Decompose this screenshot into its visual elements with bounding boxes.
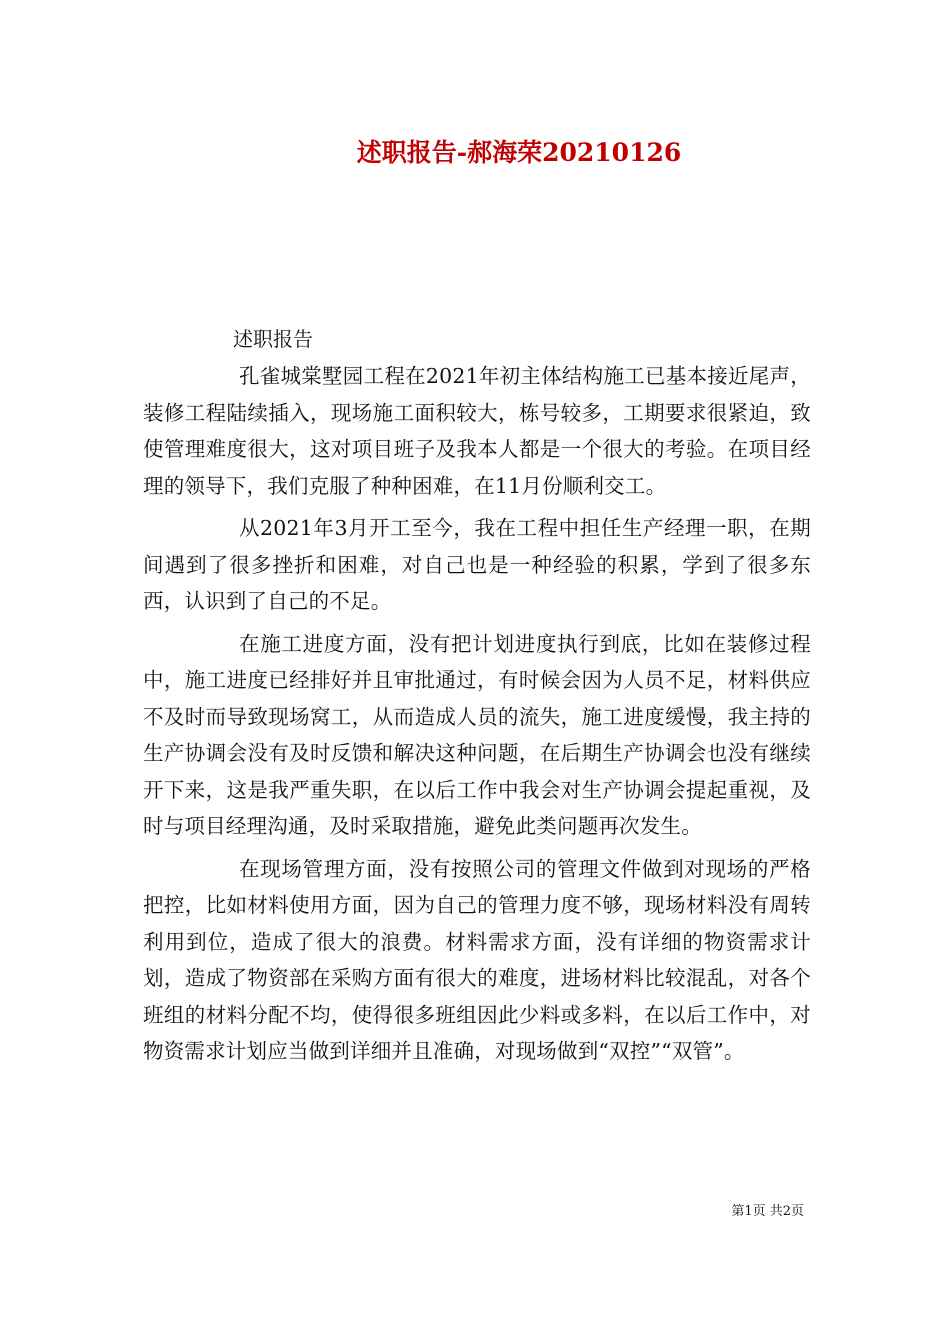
document-body <box>143 320 811 1070</box>
paragraph-3: 在施工进度方面，没有把计划进度执行到底，比如在装修过程中，施工进度已经排好并且审批通过，有时候会因为人员不足，材料供应不及时而导致现场窝工，从而造成人员的流失，施工进度缓慢，我主持的生产协调会没有及时反馈和解决这种问题，在后期生产协调会也没有继续开下来，这是我严重失职，在以后工作中我会对生产协调会提起重视，及时与项目经理沟通，及时采取措施，避免此类问题再次发生。 <box>143 631 811 838</box>
paragraph-4: 在现场管理方面，没有按照公司的管理文件做到对现场的严格把控，比如材料使用方面，因为自己的管理力度不够，现场材料没有周转利用到位，造成了很大的浪费。材料需求方面，没有详细的物资需求计划，造成了物资部在采购方面有很大的难度，进场材料比较混乱，对各个班组的材料分配不均，使得很多班组因此少料或多料，在以后工作中，对物资需求计划应当做到详细并且准确，对现场做到“双控”“双管”。 <box>143 856 811 1063</box>
document-title: 述职报告-郝海荣20210126 <box>356 138 682 167</box>
report-heading: 述职报告 <box>233 327 313 351</box>
paragraph-1: 孔雀城棠墅园工程在2021年初主体结构施工已基本接近尾声，装修工程陆续插入，现场施工面积较大，栋号较多，工期要求很紧迫，致使管理难度很大，这对项目班子及我本人都是一个很大的考验。在项目经理的领导下，我们克服了种种困难，在11月份顺利交工。 <box>143 364 811 498</box>
page-number: 第1页 共2页 <box>731 1204 804 1219</box>
paragraph-2: 从2021年3月开工至今，我在工程中担任生产经理一职，在期间遇到了很多挫折和困难，对自己也是一种经验的积累，学到了很多东西，认识到了自己的不足。 <box>143 516 811 613</box>
